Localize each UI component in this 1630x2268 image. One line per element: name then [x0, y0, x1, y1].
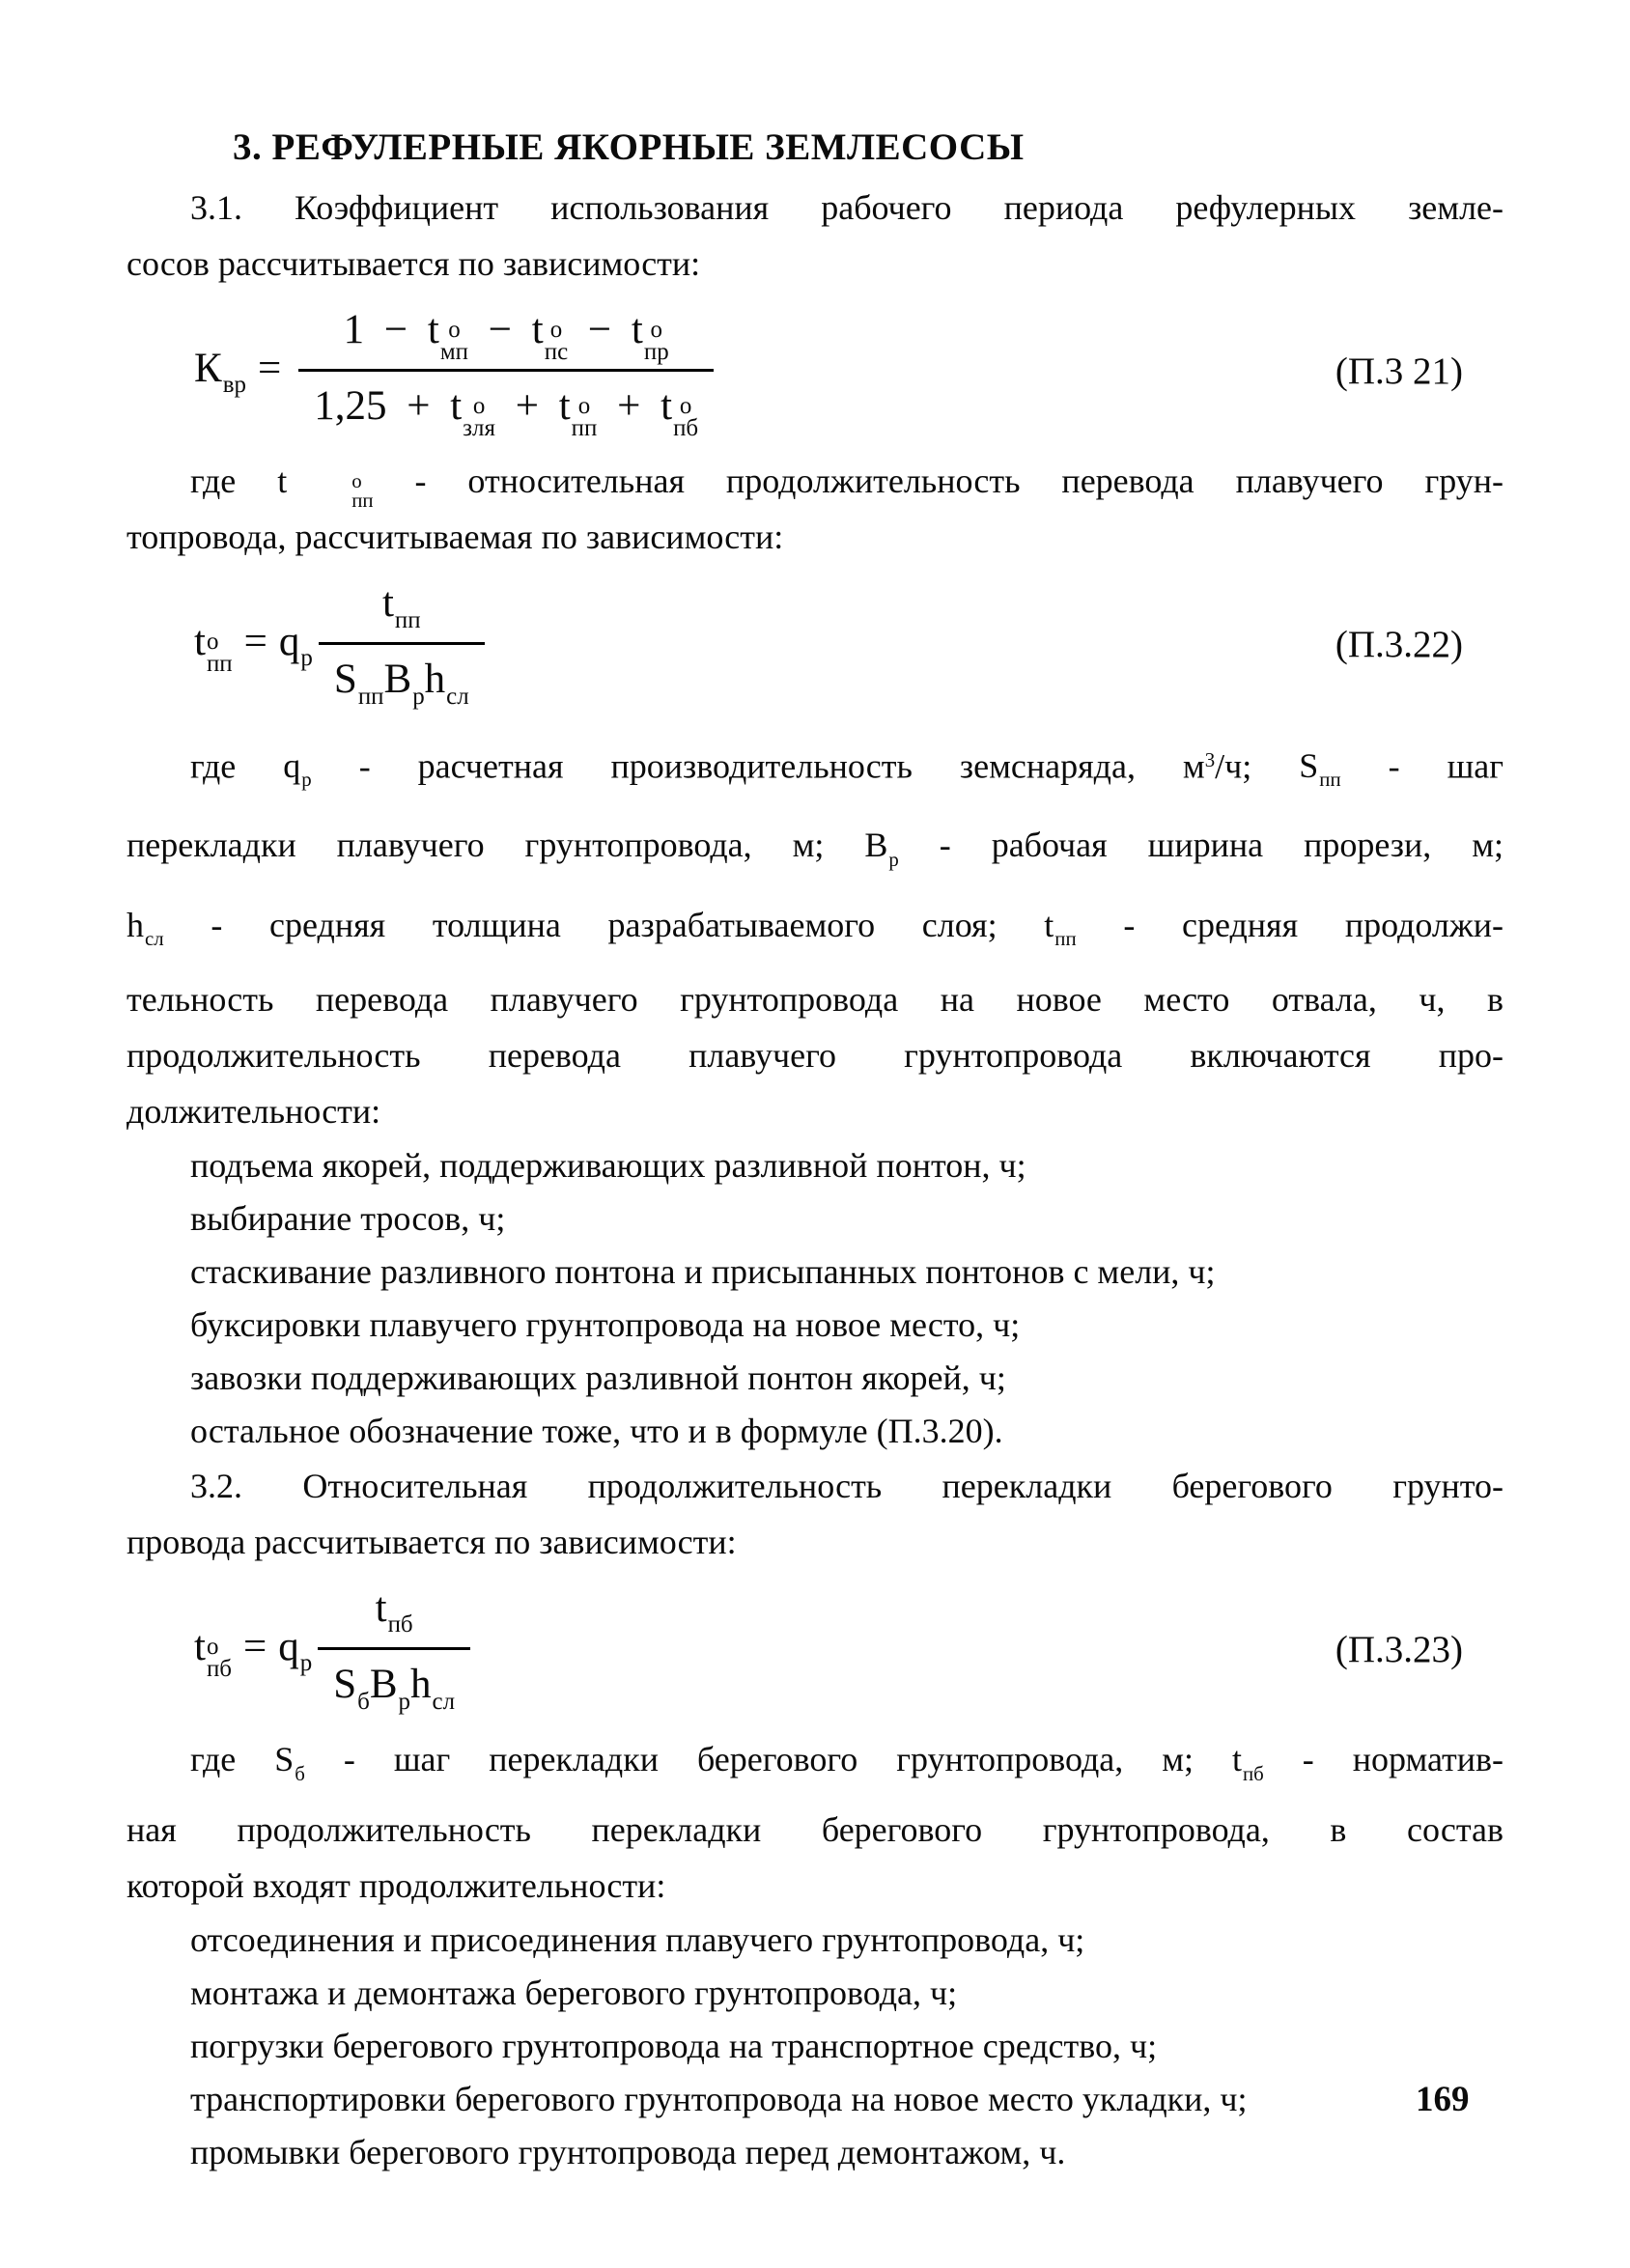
- section-title: 3. РЕФУЛЕРНЫЕ ЯКОРНЫЕ ЗЕМЛЕСОСЫ: [233, 126, 1025, 168]
- formula-lhs: t о пб = $q_р$: [194, 1623, 313, 1682]
- paragraph-line: должительности:: [126, 1092, 381, 1132]
- formula-p3-22: [194, 578, 1504, 711]
- paragraph-line: провода рассчитывается по зависимости:: [126, 1523, 737, 1562]
- paragraph-3-2: [126, 1458, 1504, 1570]
- list-item: промывки берегового грунтопровода перед демонтажом, ч.: [190, 2132, 1066, 2171]
- paragraph-line: $h_{сл}$ - средняя толщина разрабатываемого слоя; $t_{пп}$ - средняя продолжи-: [126, 905, 1504, 951]
- formula-lhs: $К_{вр}$ =: [194, 345, 282, 398]
- list-item: завозки поддерживающих разливной понтон якорей, ч;: [190, 1358, 1006, 1398]
- paragraph-line: продолжительность перевода плавучего грунтопровода включаются про-: [126, 1036, 1504, 1076]
- fraction: [318, 1583, 470, 1716]
- paragraph-line: топровода, рассчитываемая по зависимости:: [126, 518, 784, 557]
- paragraph-line: 3.1. Коэффициент использования рабочего периода рефулерных земле-: [190, 188, 1504, 227]
- formula-p3-23: [194, 1583, 1504, 1716]
- list-item: остальное обозначение тоже, что и в формуле (П.3.20).: [190, 1412, 1003, 1451]
- list-item: отсоединения и присоединения плавучего грунтопровода, ч;: [190, 1919, 1085, 1959]
- paragraph-line: сосов рассчитывается по зависимости:: [126, 244, 701, 283]
- paragraph-line: ная продолжительность перекладки берегового грунтопровода, в состав: [126, 1809, 1504, 1849]
- list-durations-2: [126, 1914, 1504, 2179]
- formula-lhs: t о пп = $q_р$: [194, 618, 313, 678]
- paragraph-line: где t о пп - относительная продолжительность перевода плавучего грун-: [190, 462, 1504, 512]
- paragraph-3-1: [126, 180, 1504, 292]
- paragraph-where-3: [126, 1731, 1504, 1913]
- fraction: [319, 578, 485, 711]
- fraction-denominator: $S_{пп}B_рh_{сл}$: [319, 642, 485, 711]
- page-number: 169: [1416, 2080, 1470, 2119]
- list-item: погрузки берегового грунтопровода на транспортное средство, ч;: [190, 2026, 1158, 2065]
- fraction-denominator: $S_бB_рh_{сл}$: [318, 1647, 470, 1716]
- paragraph-line: где $S_б$ - шаг перекладки берегового грунтопровода, м; $t_{пб}$ - норматив-: [190, 1740, 1504, 1785]
- formula-p3-21: [194, 305, 1504, 442]
- fraction-numerator: $t_{пб}$: [375, 1585, 413, 1638]
- paragraph-line: перекладки плавучего грунтопровода, м; $B_р$ - рабочая ширина прорези, м;: [126, 826, 1504, 871]
- list-item: стаскивание разливного понтона и присыпанных понтонов с мели, ч;: [190, 1252, 1216, 1292]
- paragraph-line: где $q_р$ - расчетная производительность земснаряда, $м^3/ч$; $S_{пп}$ - шаг: [190, 746, 1504, 792]
- paragraph-line: которой входят продолжительности:: [126, 1865, 666, 1905]
- fraction-numerator: $t_{пп}$: [381, 580, 421, 633]
- list-item: буксировки плавучего грунтопровода на новое место, ч;: [190, 1305, 1021, 1345]
- formula-number: (П.3 21): [1335, 350, 1463, 393]
- list-item: монтажа и демонтажа берегового грунтопровода, ч;: [190, 1973, 958, 2012]
- formula-number: (П.3.23): [1335, 1629, 1463, 1671]
- fraction-numerator: 1 − t о мп − t о пс − t о пр: [343, 307, 669, 366]
- list-item: транспортировки берегового грунтопровода на новое место укладки, ч;: [190, 2079, 1248, 2118]
- paragraph-where-1: [126, 453, 1504, 565]
- paragraph-line: тельность перевода плавучего грунтопровода на новое место отвала, ч, в: [126, 980, 1504, 1020]
- list-item: выбирание тросов, ч;: [190, 1199, 506, 1239]
- paragraph-where-2: [126, 727, 1504, 1140]
- formula-number: (П.3.22): [1335, 624, 1463, 666]
- fraction-denominator: 1,25 + t о зля + t о пп + t о пб: [298, 369, 714, 437]
- paragraph-line: 3.2. Относительная продолжительность перекладки берегового грунто-: [190, 1467, 1504, 1506]
- list-durations-1: [126, 1139, 1504, 1458]
- fraction: [298, 305, 714, 442]
- list-item: подъема якорей, поддерживающих разливной понтон, ч;: [190, 1146, 1026, 1186]
